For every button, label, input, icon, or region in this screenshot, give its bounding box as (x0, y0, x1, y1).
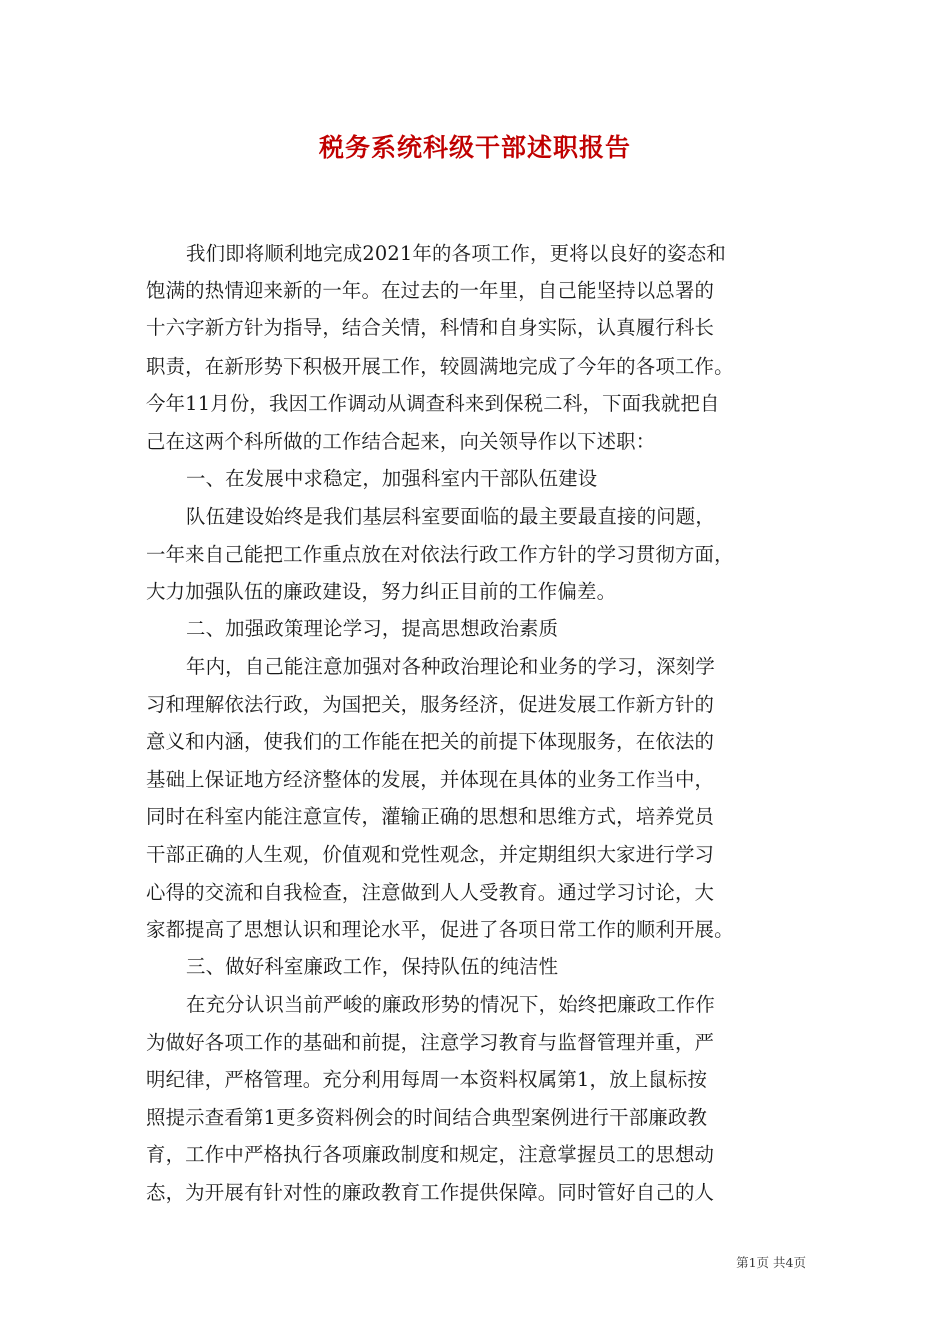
body-line: 我们即将顺利地完成2021年的各项工作，更将以良好的姿态和 (186, 242, 726, 265)
section-heading: 一、在发展中求稳定，加强科室内干部队伍建设 (186, 467, 598, 490)
body-line: 己在这两个科所做的工作结合起来，向关领导作以下述职： (146, 430, 656, 453)
body-line: 职责，在新形势下积极开展工作，较圆满地完成了今年的各项工作。 (146, 355, 734, 378)
body-line: 明纪律，严格管理。充分利用每周一本资料权属第1，放上鼠标按 (146, 1068, 708, 1091)
body-line: 习和理解依法行政，为国把关，服务经济，促进发展工作新方针的 (146, 693, 715, 716)
body-line: 饱满的热情迎来新的一年。在过去的一年里，自己能坚持以总署的 (146, 279, 715, 302)
body-line: 家都提高了思想认识和理论水平，促进了各项日常工作的顺利开展。 (146, 918, 734, 941)
section-heading: 三、做好科室廉政工作，保持队伍的纯洁性 (186, 955, 559, 978)
section-heading: 二、加强政策理论学习，提高思想政治素质 (186, 617, 559, 640)
body-line: 同时在科室内能注意宣传，灌输正确的思想和思维方式，培养党员 (146, 805, 715, 828)
body-line: 十六字新方针为指导，结合关情，科情和自身实际，认真履行科长 (146, 316, 715, 339)
body-line: 育，工作中严格执行各项廉政制度和规定，注意掌握员工的思想动 (146, 1143, 715, 1166)
body-line: 基础上保证地方经济整体的发展，并体现在具体的业务工作当中， (146, 768, 715, 791)
body-line: 在充分认识当前严峻的廉政形势的情况下，始终把廉政工作作 (186, 993, 715, 1016)
body-line: 今年11月份，我因工作调动从调查科来到保税二科，下面我就把自 (146, 392, 720, 415)
body-line: 一年来自己能把工作重点放在对依法行政工作方针的学习贯彻方面， (146, 543, 734, 566)
body-line: 照提示查看第1更多资料例会的时间结合典型案例进行干部廉政教 (146, 1106, 708, 1129)
body-line: 年内，自己能注意加强对各种政治理论和业务的学习，深刻学 (186, 655, 715, 678)
body-line: 大力加强队伍的廉政建设，努力纠正目前的工作偏差。 (146, 580, 617, 603)
body-line: 队伍建设始终是我们基层科室要面临的最主要最直接的问题， (186, 505, 715, 528)
page-number: 第1页 共4页 (736, 1255, 806, 1270)
document-title: 税务系统科级干部述职报告 (318, 133, 631, 162)
body-line: 为做好各项工作的基础和前提，注意学习教育与监督管理并重，严 (146, 1031, 715, 1054)
body-line: 意义和内涵，使我们的工作能在把关的前提下体现服务，在依法的 (146, 730, 715, 753)
body-line: 态，为开展有针对性的廉政教育工作提供保障。同时管好自己的人 (146, 1181, 715, 1204)
body-line: 干部正确的人生观，价值观和党性观念，并定期组织大家进行学习 (146, 843, 715, 866)
body-line: 心得的交流和自我检查，注意做到人人受教育。通过学习讨论，大 (146, 881, 715, 904)
